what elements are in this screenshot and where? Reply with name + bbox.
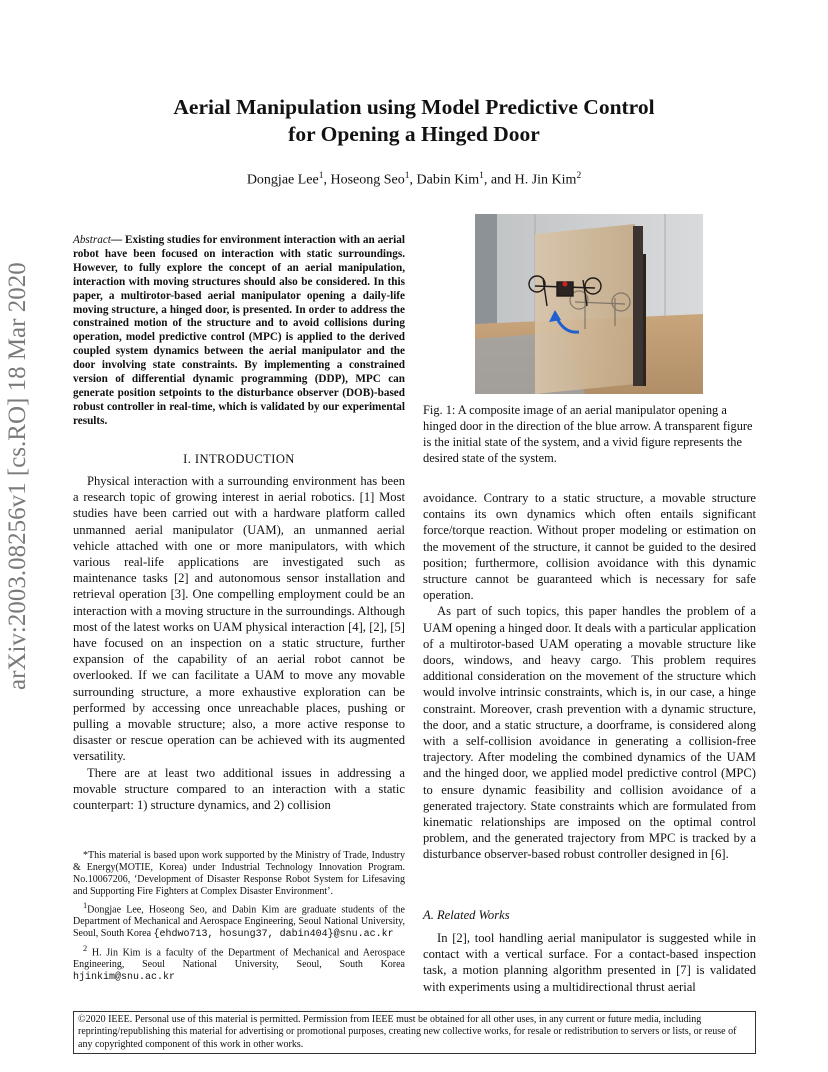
author-list bbox=[0, 171, 828, 189]
author-separator: , and bbox=[483, 172, 515, 188]
figure-1-image bbox=[475, 214, 703, 394]
subsection-heading-related-works: A. Related Works bbox=[423, 908, 510, 922]
arxiv-identifier: arXiv:2003.08256v1 [cs.RO] 18 Mar 2020 bbox=[4, 262, 31, 690]
abstract bbox=[73, 234, 405, 429]
author-2-affiliation: 1 bbox=[404, 171, 410, 181]
footnote-affiliation-2 bbox=[73, 943, 405, 984]
footnote-mark: 2 bbox=[83, 943, 88, 953]
paper-title bbox=[0, 94, 828, 148]
right-column-body bbox=[423, 490, 756, 863]
paper-title-line-2: for Opening a Hinged Door bbox=[288, 122, 540, 146]
footnote-affiliation-1 bbox=[73, 900, 405, 941]
paragraph: As part of such topics, this paper handles the problem of a UAM opening a hinged door. It deals with a particular application of a multirotor-based UAM operating a movable structure like doors, windows, and heavy cargo. This problem requires additional consideration on the movement of the structure which would involve intrinsic constraints, which is, in our case, a hinge constraint. Moreover, crash prevention with a dynamic structure, the door, and a static structure, a doorframe, is considered along with a self-collision avoidance in generating a collision-free trajectory. After modeling the combined dynamics of the UAM and the hinged door, we applied model predictive control (MPC) to ensure dynamic feasibility and collision avoidance of a generated trajectory. State constraints which are formulated from kinematic relationships are imposed on the optimal control problem, and the generated trajectory from MPC is tracked by a disturbance observer-based robust controller designed in [6]. bbox=[423, 604, 756, 862]
paragraph: Physical interaction with a surrounding environment has been a research topic of growing interest in aerial robotics. [1] Most studies have been carried out with a hardware platform called unmanned aerial manipulator (UAM), an unmanned aerial vehicle attached with one or more manipulators, with which various real-life applications are investigated such as maintenance tasks [2] and autonomous sensor installation and retrieval operation [3]. One compelling employment could be an interaction with a moving structure in the surroundings. Although most of the latest works on UAM physical interaction [4], [2], [5] have focused on an inspection on a static structure, further expansion of the capability of an aerial robot cannot be overlooked. If we can facilitate a UAM to move any movable surrounding structure, a more exhaustive exploration can be performed by accessing once unreachable places, pushing or pulling a movable structure; also, a more active response to disaster or rescue operation can be achieved with its augmented versatility. bbox=[73, 474, 405, 764]
author-3-affiliation: 1 bbox=[479, 171, 484, 181]
copyright-notice: ©2020 IEEE. Personal use of this material is permitted. Permission from IEEE must be obtained for all other uses, in any current or future media, including reprinting/republishing this material for advertising or promotional purposes, creating new collective works, for resale or redistribution to servers or lists, or reuse of any copyrighted component of this work in other works. bbox=[73, 1011, 756, 1054]
paper-title-line-1: Aerial Manipulation using Model Predictive Control bbox=[173, 95, 655, 119]
related-works-body bbox=[423, 930, 756, 995]
author-3: Dabin Kim bbox=[416, 172, 480, 188]
footnote-funding: *This material is based upon work supported by the Ministry of Trade, Industry & Energy(MOTIE, Korea) under Industrial Technology Innovation Program. No.10067206, ‘Development of Disaster Response Robot System for Lifesaving and Supporting Fire Fighters at Complex Disaster Environment’. bbox=[73, 850, 405, 897]
abstract-text: — Existing studies for environment interaction with an aerial robot have been focused on interaction with static surroundings. However, to fully explore the concept of an aerial manipulation, interaction with moving structures should also be considered. In this paper, a multirotor-based aerial manipulator opening a daily-life moving structure, a hinged door, is presented. In order to address the constrained motion of the structure and to avoid collisions during operation, model predictive control (MPC) is applied to the derived coupled system dynamics between the aerial manipulator and the door involving state constraints. By implementing a constrained version of differential dynamic programming (DDP), MPC can generate position setpoints to the disturbance observer (DOB)-based robust controller in real-time, which is validated by our experimental results. bbox=[73, 234, 405, 427]
introduction-body bbox=[73, 473, 405, 813]
author-email: hjinkim@snu.ac.kr bbox=[73, 971, 176, 983]
paragraph: avoidance. Contrary to a static structure, a movable structure contains its own dynamics which often entails significant force/torque reaction. Without proper modeling or estimation on the movement of the structure, it cannot be guided to the desired position; furthermore, collision avoidance with this dynamic structure cannot be guaranteed which is necessary for safe operation. bbox=[423, 491, 756, 603]
author-separator: , bbox=[323, 172, 331, 188]
footnote-text: H. Jin Kim is a faculty of the Department of Mechanical and Aerospace Engineering, Seoul National University, Seoul, South Korea bbox=[73, 947, 405, 970]
paragraph: In [2], tool handling aerial manipulator is suggested while in contact with a vertical surface. For a contact-based inspection task, a motion planning algorithm presented in [7] is validated with experiments using a multidirectional thrust aerial bbox=[423, 931, 756, 994]
uam-door-photo bbox=[475, 214, 703, 394]
author-4-affiliation: 2 bbox=[576, 171, 582, 181]
author-emails: {ehdwo713, hosung37, dabin404}@snu.ac.kr bbox=[153, 928, 394, 940]
author-2: Hoseong Seo bbox=[330, 172, 405, 188]
paragraph: There are at least two additional issues in addressing a movable structure compared to an interaction with a static counterpart: 1) structure dynamics, and 2) collision bbox=[73, 765, 405, 813]
section-heading-introduction: I. INTRODUCTION bbox=[183, 452, 295, 466]
author-1-affiliation: 1 bbox=[318, 171, 324, 181]
arxiv-stamp bbox=[4, 262, 48, 690]
abstract-label: Abstract bbox=[73, 234, 111, 246]
author-separator: , bbox=[409, 172, 417, 188]
footnote-text: Dongjae Lee, Hoseong Seo, and Dabin Kim are graduate students of the Department of Mechanical and Aerospace Engineering, Seoul National University, Seoul, South Korea bbox=[73, 903, 405, 939]
author-1: Dongjae Lee bbox=[246, 172, 319, 188]
footnote-mark: 1 bbox=[83, 900, 88, 910]
figure-1-caption: Fig. 1: A composite image of an aerial manipulator opening a hinged door in the direction of the blue arrow. A transparent figure is the initial state of the system, and a vivid figure represents the desired state of the system. bbox=[423, 403, 753, 465]
author-4: H. Jin Kim bbox=[514, 172, 577, 188]
footnotes bbox=[73, 850, 405, 986]
